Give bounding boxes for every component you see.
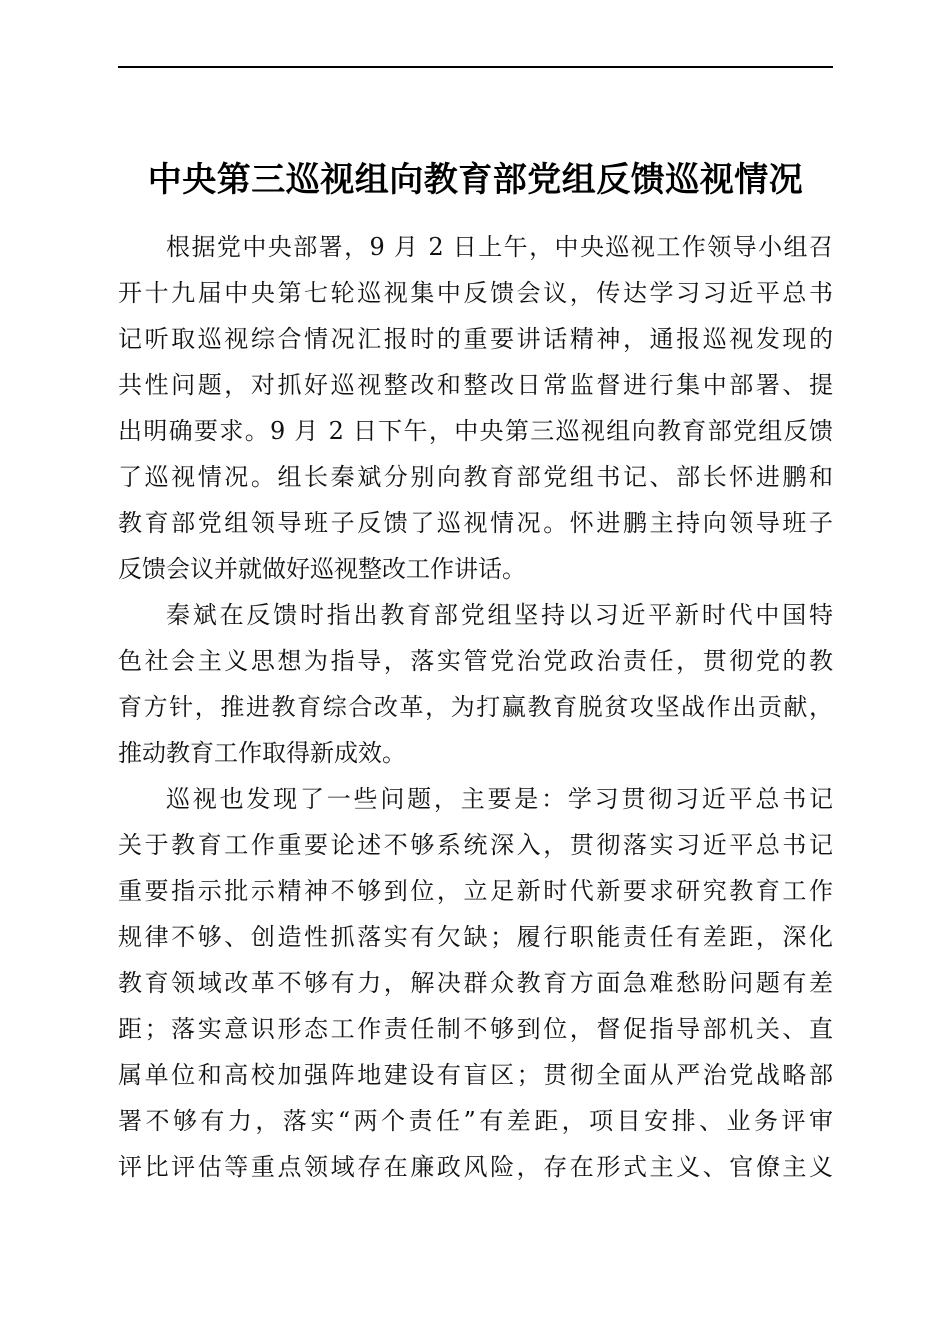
document-title: 中央第三巡视组向教育部党组反馈巡视情况 bbox=[147, 160, 804, 200]
paragraph-2-line-3: 育方针，推进教育综合改革，为打赢教育脱贫攻坚战作出贡献， bbox=[118, 693, 833, 721]
document-body bbox=[118, 224, 833, 1190]
paragraph-3-line-6: 距；落实意识形态工作责任制不够到位，督促指导部机关、直 bbox=[118, 1015, 833, 1043]
paragraph-1-line-6: 了巡视情况。组长秦斌分别向教育部党组书记、部长怀进鹏和 bbox=[118, 463, 833, 491]
paragraph-3-line-4: 规律不够、创造性抓落实有欠缺；履行职能责任有差距，深化 bbox=[118, 923, 833, 951]
paragraph-3-line-2: 关于教育工作重要论述不够系统深入，贯彻落实习近平总书记 bbox=[118, 831, 833, 859]
paragraph-3-line-9: 评比评估等重点领域存在廉政风险，存在形式主义、官僚主义 bbox=[118, 1153, 833, 1181]
paragraph-1-line-3: 记听取巡视综合情况汇报时的重要讲话精神，通报巡视发现的 bbox=[118, 325, 833, 353]
paragraph-1-line-4: 共性问题，对抓好巡视整改和整改日常监督进行集中部署、提 bbox=[118, 371, 833, 399]
paragraph-2-line-2: 色社会主义思想为指导，落实管党治党政治责任，贯彻党的教 bbox=[118, 647, 833, 675]
paragraph-2-line-4: 推动教育工作取得新成效。 bbox=[118, 739, 406, 767]
paragraph-3-line-7: 属单位和高校加强阵地建设有盲区；贯彻全面从严治党战略部 bbox=[118, 1061, 833, 1089]
paragraph-3-line-1: 巡视也发现了一些问题，主要是：学习贯彻习近平总书记 bbox=[166, 785, 833, 813]
paragraph-1-line-2: 开十九届中央第七轮巡视集中反馈会议，传达学习习近平总书 bbox=[118, 279, 833, 307]
header-rule bbox=[118, 66, 833, 68]
paragraph-1-line-7: 教育部党组领导班子反馈了巡视情况。怀进鹏主持向领导班子 bbox=[118, 509, 833, 537]
paragraph-1-line-5: 出明确要求。9 月 2 日下午，中央第三巡视组向教育部党组反馈 bbox=[118, 417, 833, 445]
paragraph-1-line-1: 根据党中央部署，9 月 2 日上午，中央巡视工作领导小组召 bbox=[166, 233, 833, 261]
paragraph-2-line-1: 秦斌在反馈时指出教育部党组坚持以习近平新时代中国特 bbox=[166, 601, 833, 629]
paragraph-1-line-8: 反馈会议并就做好巡视整改工作讲话。 bbox=[118, 555, 526, 583]
paragraph-3-line-3: 重要指示批示精神不够到位，立足新时代新要求研究教育工作 bbox=[118, 877, 833, 905]
paragraph-3-line-8: 署不够有力，落实“两个责任”有差距，项目安排、业务评审 bbox=[118, 1107, 833, 1135]
paragraph-3-line-5: 教育领域改革不够有力，解决群众教育方面急难愁盼问题有差 bbox=[118, 969, 833, 997]
